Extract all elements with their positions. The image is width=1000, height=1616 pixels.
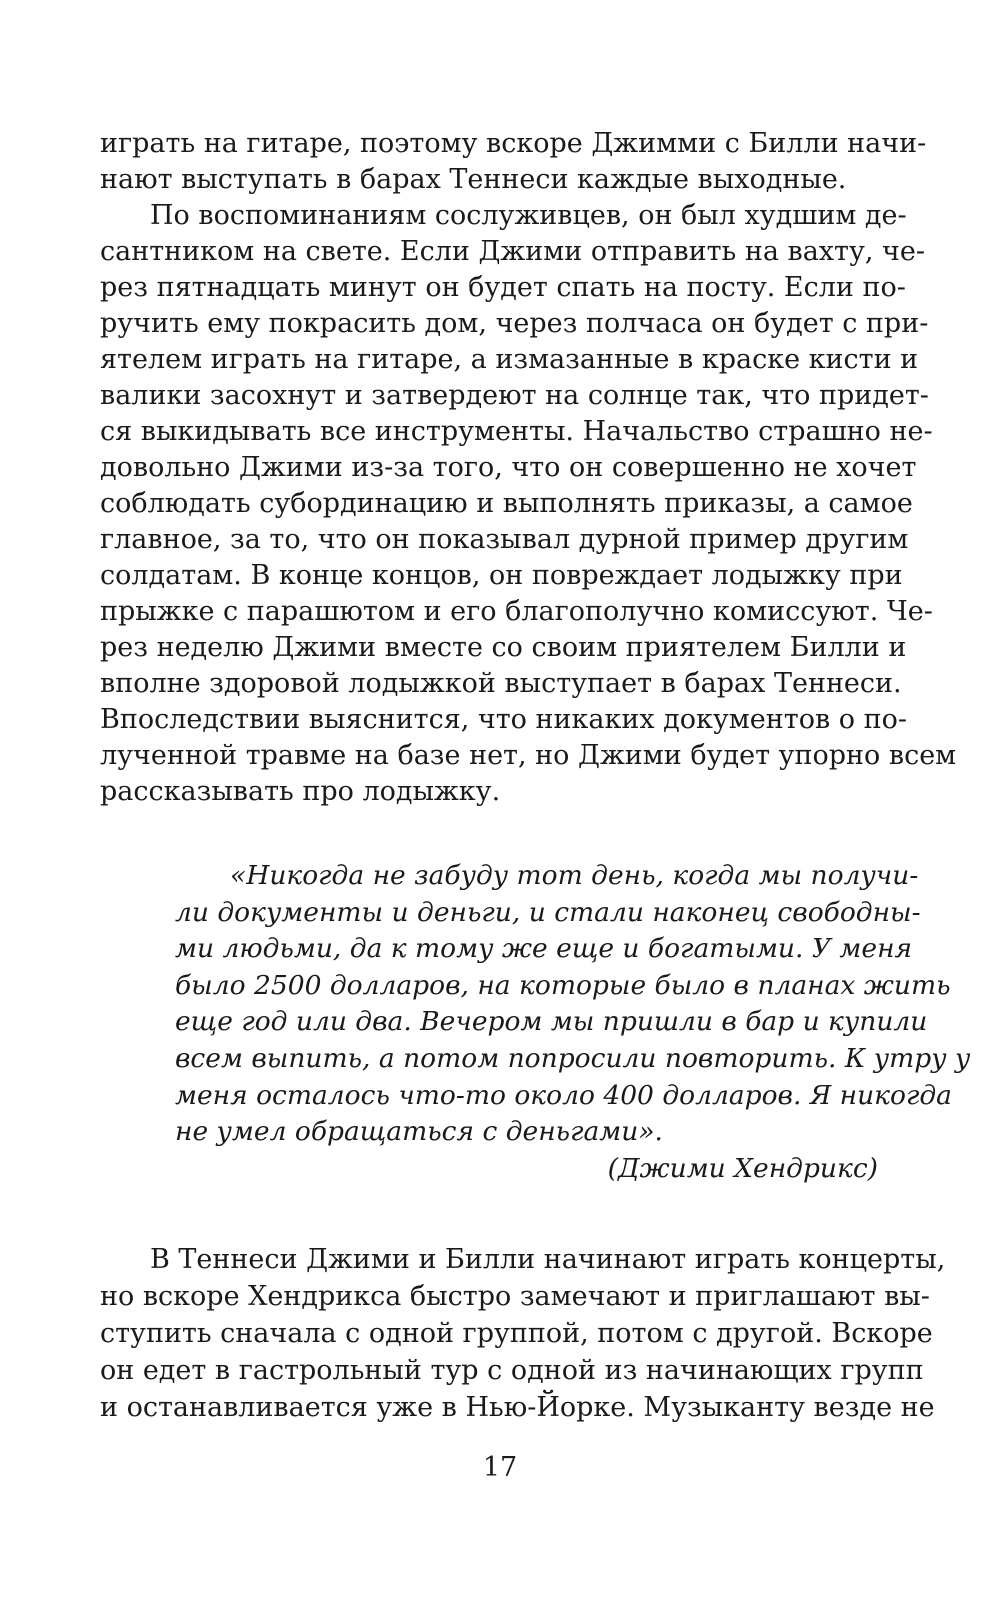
text-line: лученной травме на базе нет, но Джими будет упорно всем (100, 740, 957, 771)
quote-line: еще год или два. Вечером мы пришли в бар и купили (175, 1006, 928, 1038)
text-line: довольно Джими из-за того, что он совершенно не хочет (100, 452, 917, 483)
text-line: сантником на свете. Если Джими отправить на вахту, че- (100, 236, 925, 267)
text-line: В Теннеси Джими и Билли начинают играть концерты, (150, 1244, 946, 1275)
quote-line: меня осталось что-то около 400 долларов. Я никогда (175, 1079, 952, 1111)
text-line: и останавливается уже в Нью-Йорке. Музыканту везде не (100, 1392, 935, 1423)
text-line: рассказывать про лодыжку. (100, 776, 501, 807)
quote-line: «Никогда не забуду тот день, когда мы получи- (230, 860, 919, 891)
text-line: соблюдать субординацию и выполнять приказы, а самое (100, 488, 913, 519)
text-line: главное, за то, что он показывал дурной пример другим (100, 524, 909, 555)
quote-attribution: (Джими Хендрикс) (607, 1152, 878, 1184)
text-line: играть на гитаре, поэтому вскоре Джимми с Билли начи- (100, 128, 927, 159)
page-number: 17 (482, 1452, 518, 1483)
text-line: валики засохнут и затвердеют на солнце так, что придет- (100, 380, 929, 411)
text-line: нают выступать в барах Теннеси каждые выходные. (100, 164, 847, 195)
text-line: солдатам. В конце концов, он повреждает лодыжку при (100, 560, 903, 591)
text-line: но вскоре Хендрикса быстро замечают и приглашают вы- (100, 1281, 930, 1312)
text-line: ся выкидывать все инструменты. Начальство страшно не- (100, 416, 933, 447)
text-line: рез пятнадцать минут он будет спать на посту. Если по- (100, 272, 906, 303)
quote-line: всем выпить, а потом попросили повторить. К утру у (175, 1042, 971, 1074)
text-line: он едет в гастрольный тур с одной из начинающих групп (100, 1355, 924, 1386)
text-line: ятелем играть на гитаре, а измазанные в краске кисти и (100, 344, 919, 375)
text-line: Впоследствии выяснится, что никаких документов о по- (100, 704, 907, 735)
text-line: вполне здоровой лодыжкой выступает в барах Теннеси. (100, 668, 902, 699)
text-line: По воспоминаниям сослуживцев, он был худшим де- (150, 200, 907, 231)
body-text-top (100, 126, 957, 810)
text-line: рез неделю Джими вместе со своим приятелем Билли и (100, 632, 907, 663)
quote-line: не умел обращаться с деньгами». (175, 1116, 663, 1148)
text-line: ступить сначала с одной группой, потом с другой. Вскоре (100, 1318, 933, 1349)
text-line: прыжке с парашютом и его благополучно комиссуют. Че- (100, 596, 933, 627)
quote-line: было 2500 долларов, на которые было в планах жить (175, 969, 951, 1001)
quote-block (175, 858, 971, 1187)
body-text-bottom (100, 1241, 946, 1426)
text-line: ручить ему покрасить дом, через полчаса он будет с при- (100, 308, 929, 339)
quote-line: ми людьми, да к тому же еще и богатыми. У меня (175, 933, 913, 965)
quote-line: ли документы и деньги, и стали наконец свободны- (175, 896, 921, 928)
